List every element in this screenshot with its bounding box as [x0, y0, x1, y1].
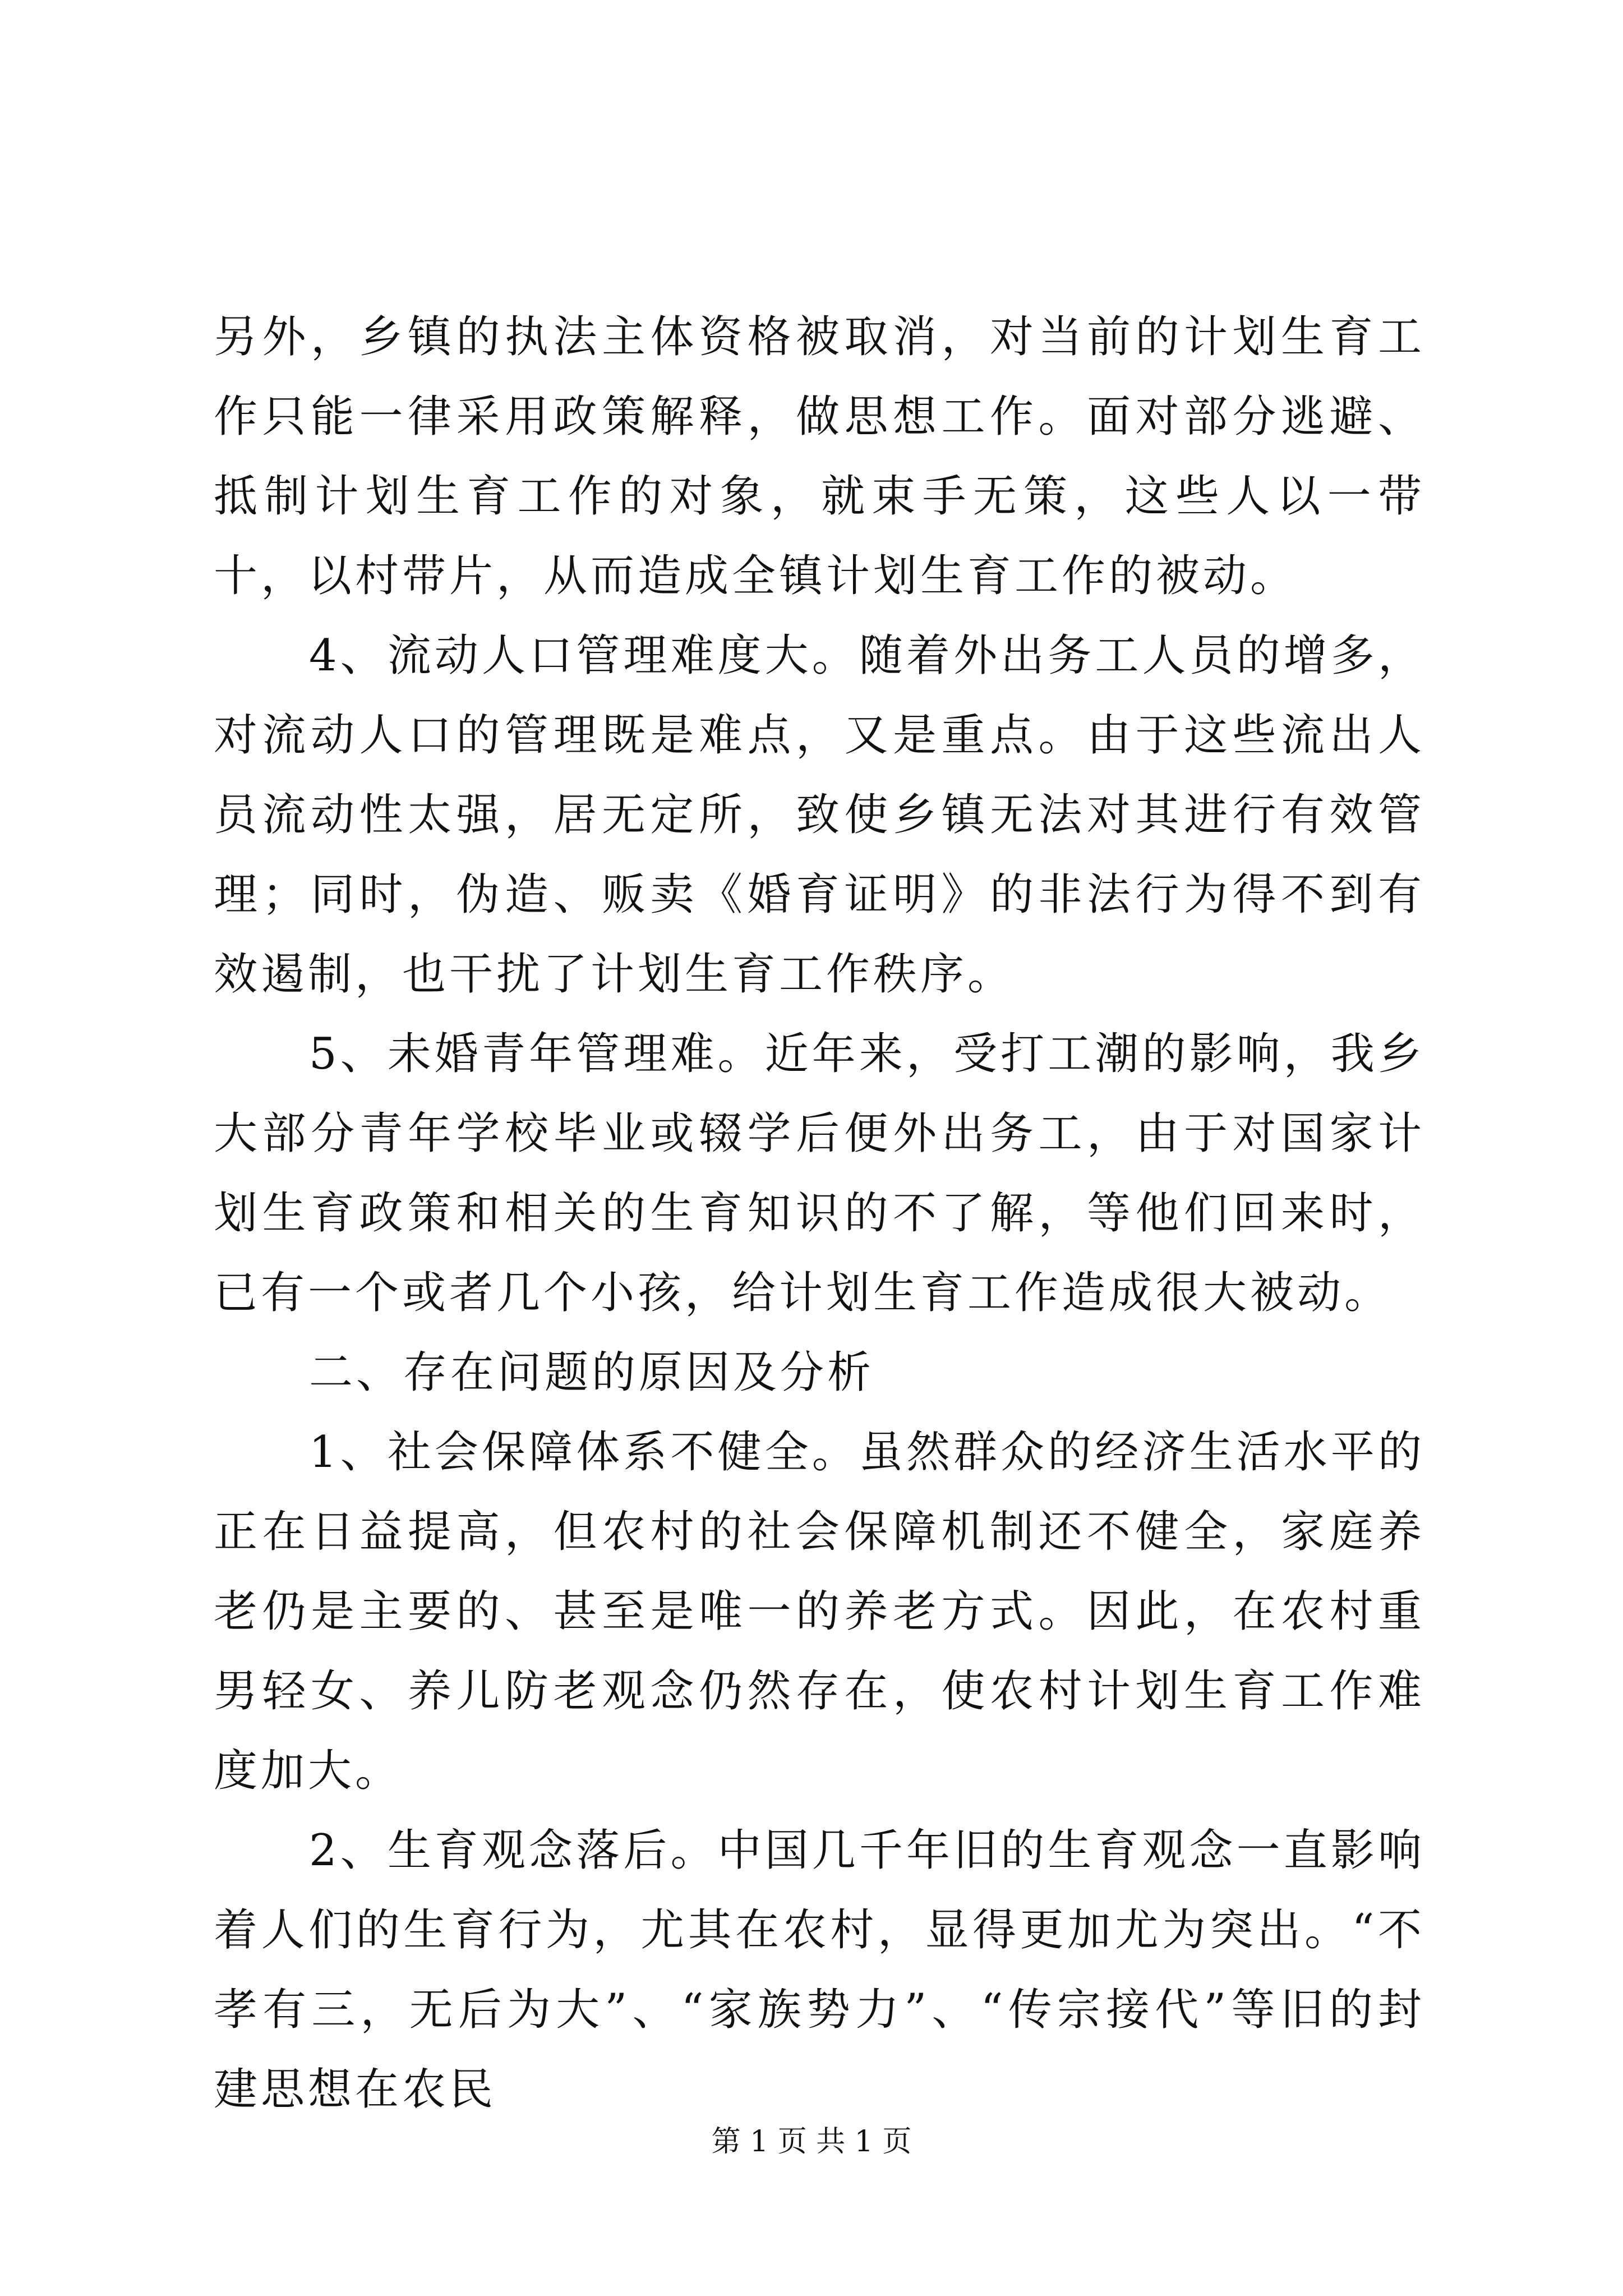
paragraph: 2、生育观念落后。中国几千年旧的生育观念一直影响着人们的生育行为，尤其在农村，显得更加尤为突出。“不孝有三，无后为大”、“家族势力”、“传宗接代”等旧的封建思想在农民: [214, 1825, 1425, 2115]
paragraph: 4、流动人口管理难度大。随着外出务工人员的增多，对流动人口的管理既是难点，又是重点。由于这些流出人员流动性太强，居无定所，致使乡镇无法对其进行有效管理；同时，伪造、贩卖《婚育证明》的非法行为得不到有效遏制，也干扰了计划生育工作秩序。: [214, 631, 1425, 1000]
paragraph: 1、社会保障体系不健全。虽然群众的经济生活水平的正在日益提高，但农村的社会保障机制还不健全，家庭养老仍是主要的、甚至是唯一的养老方式。因此，在农村重男轻女、养儿防老观念仍然存在，使农村计划生育工作难度加大。: [214, 1427, 1425, 1796]
page-footer: 第 1 页 共 1 页: [711, 2125, 912, 2159]
paragraph: 另外，乡镇的执法主体资格被取消，对当前的计划生育工作只能一律采用政策解释，做思想工作。面对部分逃避、抵制计划生育工作的对象，就束手无策，这些人以一带十，以村带片，从而造成全镇计划生育工作的被动。: [214, 312, 1425, 601]
paragraph: 5、未婚青年管理难。近年来，受打工潮的影响，我乡大部分青年学校毕业或辍学后便外出务工，由于对国家计划生育政策和相关的生育知识的不了解，等他们回来时，已有一个或者几个小孩，给计划生育工作造成很大被动。: [214, 1029, 1425, 1318]
document-body: [214, 297, 1425, 2129]
section-heading: 二、存在问题的原因及分析: [309, 1347, 875, 1398]
